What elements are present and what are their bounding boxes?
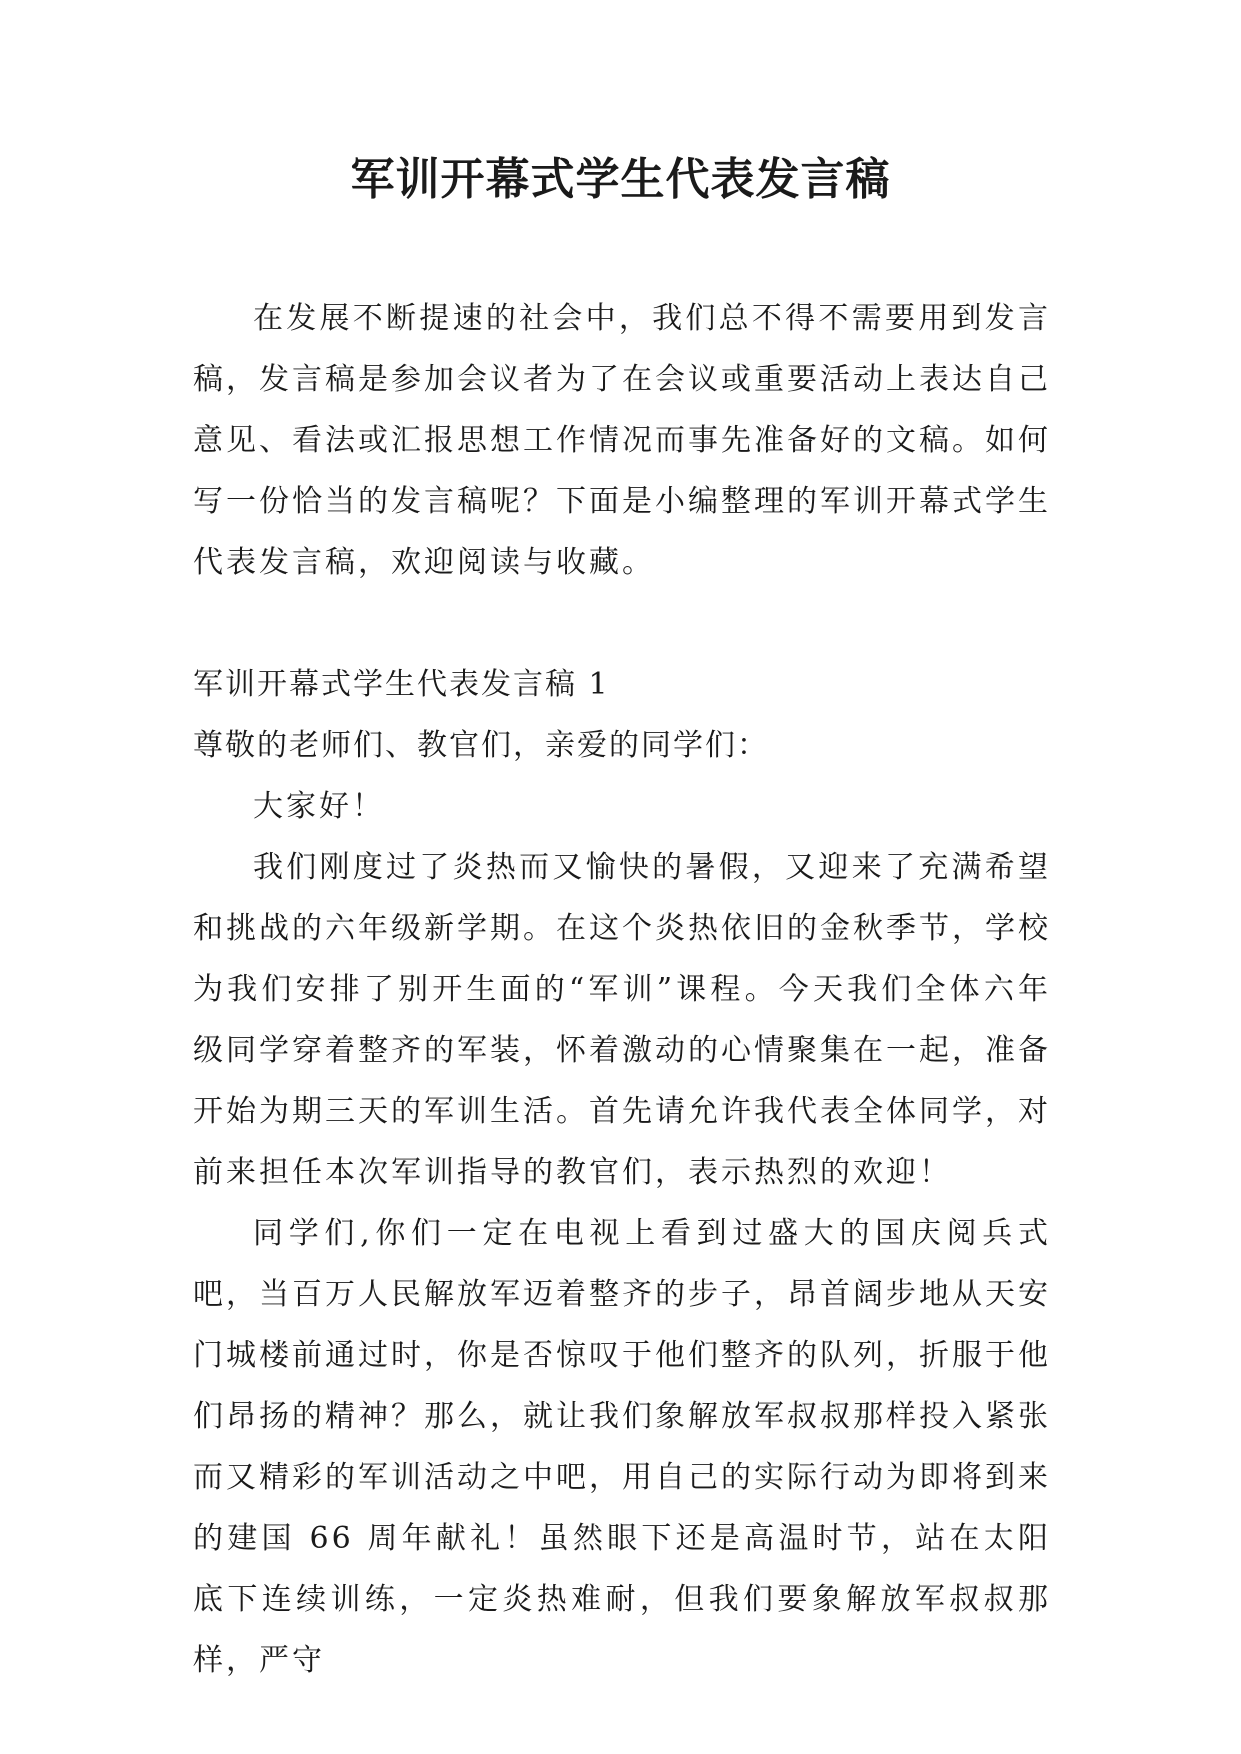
body-paragraph-1: 我们刚度过了炎热而又愉快的暑假，又迎来了充满希望和挑战的六年级新学期。在这个炎热依旧的金秋季节，学校为我们安排了别开生面的“军训”课程。今天我们全体六年级同学穿着整齐的军装，怀着激动的心情聚集在一起，准备开始为期三天的军训生活。首先请允许我代表全体同学，对前来担任本次军训指导的教官们，表示热烈的欢迎！ [193,850,1051,1190]
document-title: 军训开幕式学生代表发言稿 [350,154,891,205]
salutation: 尊敬的老师们、教官们，亲爱的同学们： [193,728,769,763]
body-paragraph-2: 同学们,你们一定在电视上看到过盛大的国庆阅兵式吧，当百万人民解放军迈着整齐的步子，昂首阔步地从天安门城楼前通过时，你是否惊叹于他们整齐的队列，折服于他们昂扬的精神？那么，就让我们象解放军叔叔那样投入紧张而又精彩的军训活动之中吧，用自己的实际行动为即将到来的建国 66 周年献礼！虽然眼下还是高温时节，站在太阳底下连续训练，一定炎热难耐，但我们要象解放军叔叔那样，严守 [193,1216,1051,1678]
intro-paragraph: 在发展不断提速的社会中，我们总不得不需要用到发言稿，发言稿是参加会议者为了在会议或重要活动上表达自己意见、看法或汇报思想工作情况而事先准备好的文稿。如何写一份恰当的发言稿呢？下面是小编整理的军训开幕式学生代表发言稿，欢迎阅读与收藏。 [193,301,1051,580]
document-body [193,288,1051,1691]
section-heading: 军训开幕式学生代表发言稿 1 [193,667,610,702]
body-paragraph-greeting: 大家好！ [253,789,385,824]
